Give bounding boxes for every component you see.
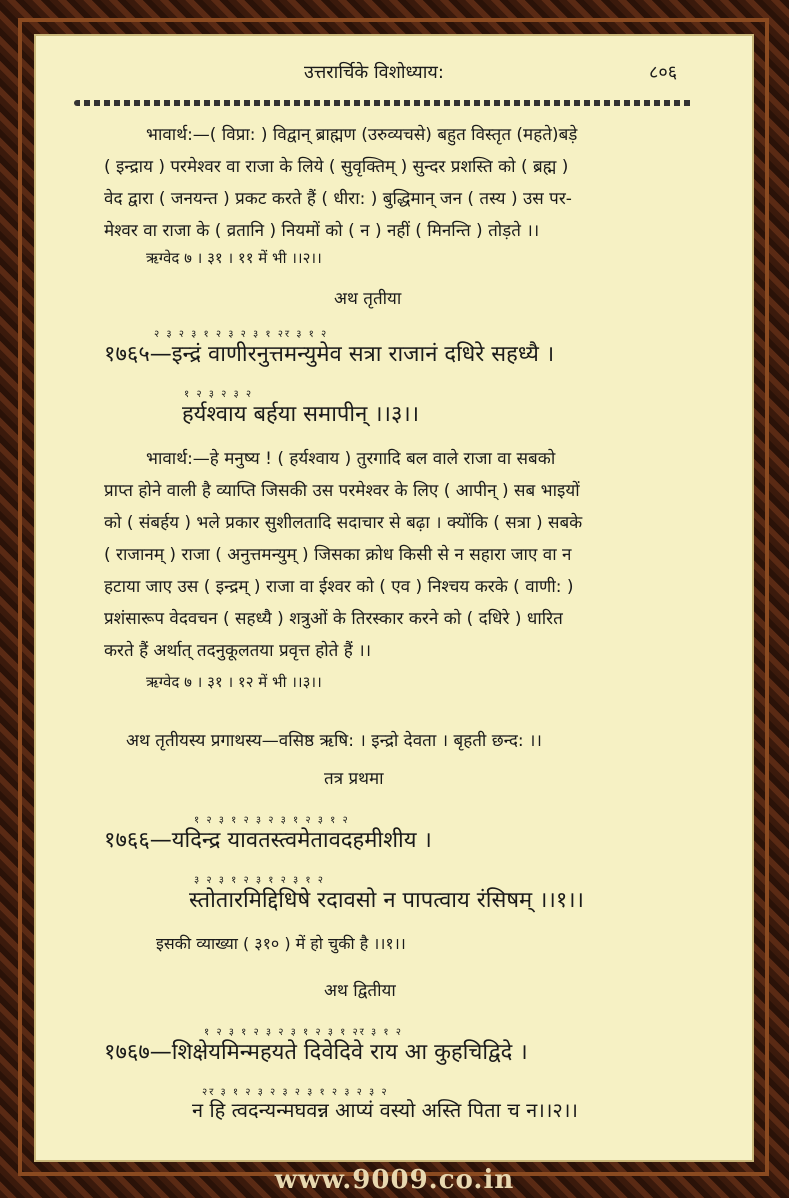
bhavarth-1-line-4: मेश्वर वा राजा के ( व्रतानि ) नियमों को ( न ) नहीं ( मिनन्ति ) तोड़ते ।। — [104, 221, 540, 241]
rigveda-reference: ऋग्वेद ७ । ३१ । १२ में भी ।।३।। — [146, 673, 322, 691]
section-heading: तत्र प्रथमा — [324, 769, 384, 789]
accent-marks: १ २ ३ १ २ ३ २ ३ १ २ ३ १ २ — [194, 815, 350, 826]
bhavarth-1-line-1: भावार्थ:—( विप्रा: ) विद्वान् ब्राह्मण (उरुव्यचसे) बहुत विस्तृत (महते)बड़े — [146, 125, 578, 145]
website-watermark: www.9009.co.in — [274, 1165, 515, 1195]
scripture-page — [34, 34, 754, 1162]
accent-marks: २र ३ १ २ ३ २ ३ २ ३ १ २ ३ २ ३ २ — [202, 1087, 389, 1098]
section-heading: अथ द्वितीया — [324, 981, 396, 1001]
bhavarth-2-line-6: प्रशंसारूप वेदवचन ( सहध्यै ) शत्रुओं के तिरस्कार करने को ( दधिरे ) धारित — [104, 609, 563, 629]
accent-marks: २ ३ २ ३ १ २ ३ २ ३ १ २र ३ १ २ — [154, 329, 329, 340]
page-number: ८०६ — [649, 62, 678, 83]
accent-marks: ३ २ ३ १ २ ३ १ २ ३ १ २ — [194, 875, 325, 886]
accent-marks: १ २ ३ २ ३ २ — [184, 389, 254, 400]
mantra-1767-line-1: १७६७—शिक्षेयमिन्महयते दिवेदिवे राय आ कुहचिद्विदे । — [104, 1040, 528, 1065]
bhavarth-2-line-2: प्राप्त होने वाली है व्याप्ति जिसकी उस परमेश्वर के लिए ( आपीन् ) सब भाइयों — [104, 481, 580, 501]
page-header-title: उत्तरार्चिके विशोध्याय: — [304, 62, 444, 83]
mantra-1765-line-1: १७६५—इन्द्रं वाणीरनुत्तमन्युमेव सत्रा राजानं दधिरे सहध्यै । — [104, 342, 555, 367]
bhavarth-2-line-4: ( राजानम् ) राजा ( अनुत्तमन्युम् ) जिसका क्रोध किसी से न सहारा जाए वा न — [104, 545, 572, 565]
section-heading: अथ तृतीया — [334, 289, 402, 309]
bhavarth-2-line-3: को ( संबर्हय ) भले प्रकार सुशीलतादि सदाचार से बढ़ा । क्योंकि ( सत्रा ) सबके — [104, 513, 583, 533]
bhavarth-2-line-7: करते हैं अर्थात् तदनुकूलतया प्रवृत्त होते हैं ।। — [104, 641, 372, 661]
mantra-1766-line-2: स्तोतारमिद्दिधिषे रदावसो न पापत्वाय रंसिषम् ।।१।। — [189, 888, 584, 913]
bhavarth-1-line-2: ( इन्द्राय ) परमेश्वर वा राजा के लिये ( सुवृक्तिम् ) सुन्दर प्रशस्ति को ( ब्रह्म ) — [104, 157, 569, 177]
pragatha-intro: अथ तृतीयस्य प्रगाथस्य—वसिष्ठ ऋषि: । इन्द्रो देवता । बृहती छन्द: ।। — [126, 731, 542, 751]
accent-marks: १ २ ३ १ २ ३ २ ३ १ २ ३ १ २र ३ १ २ — [204, 1027, 403, 1038]
mantra-1766-line-1: १७६६—यदिन्द्र यावतस्त्वमेतावदहमीशीय । — [104, 828, 432, 853]
rigveda-reference: ऋग्वेद ७ । ३१ । ११ में भी ।।२।। — [146, 249, 322, 267]
bhavarth-1-line-3: वेद द्वारा ( जनयन्त ) प्रकट करते हैं ( धीरा: ) बुद्धिमान् जन ( तस्य ) उस पर- — [104, 189, 572, 209]
bhavarth-2-line-5: हटाया जाए उस ( इन्द्रम् ) राजा वा ईश्वर को ( एव ) निश्चय करके ( वाणी: ) — [104, 577, 574, 597]
vyakhya-note: इसकी व्याख्या ( ३१० ) में हो चुकी है ।।१।। — [156, 934, 406, 953]
bhavarth-2-line-1: भावार्थ:—हे मनुष्य ! ( हर्यश्वाय ) तुरगादि बल वाले राजा वा सबको — [146, 449, 556, 469]
ornamental-rule — [74, 100, 694, 106]
mantra-1767-line-2: न हि त्वदन्यन्मघवन्न आप्यं वस्यो अस्ति पिता च न।।२।। — [192, 1098, 578, 1122]
mantra-1765-line-2: हर्यश्वाय बर्हया समापीन् ।।३।। — [182, 402, 420, 427]
